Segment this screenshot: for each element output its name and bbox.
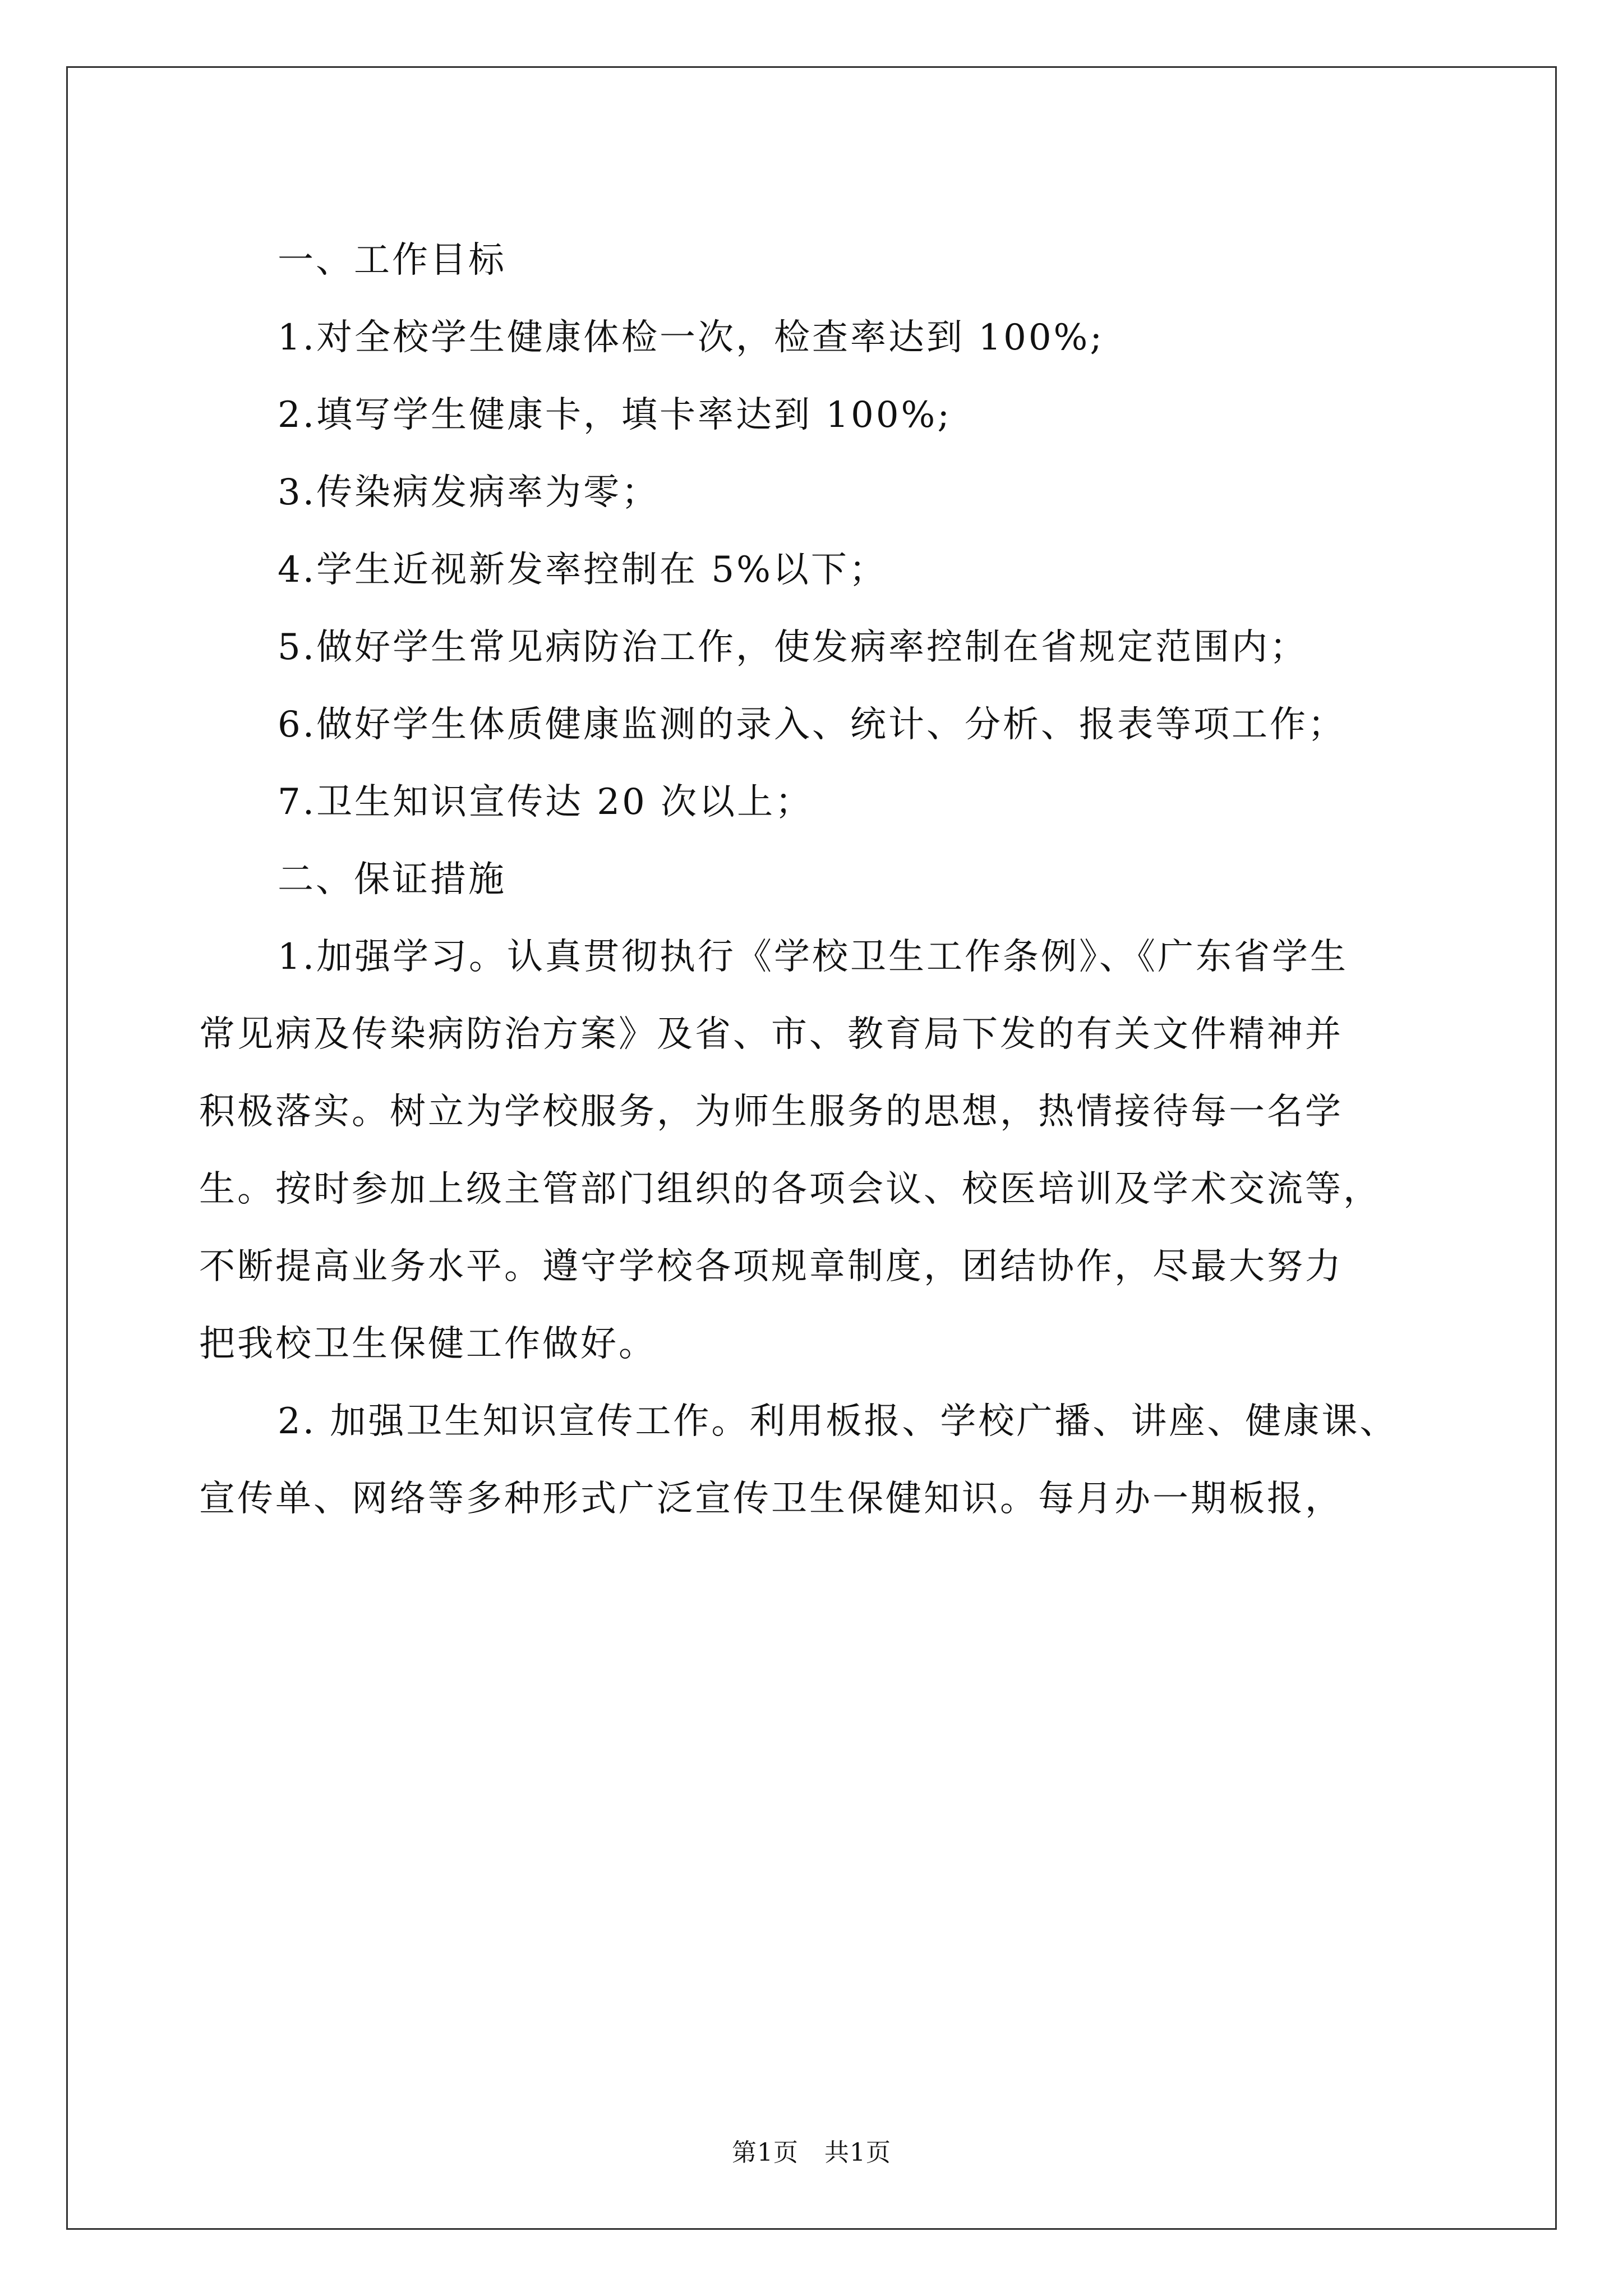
paragraph-line: 积极落实。树立为学校服务，为师生服务的思想，热情接待每一名学 — [199, 1091, 1343, 1133]
paragraph-line: 1.加强学习。认真贯彻执行《学校卫生工作条例》、《广东省学生 — [278, 936, 1349, 978]
document-body — [199, 222, 1461, 1538]
paragraph-line: 生。按时参加上级主管部门组织的各项会议、校医培训及学术交流等， — [199, 1168, 1381, 1210]
paragraph-line: 把我校卫生保健工作做好。 — [199, 1323, 657, 1365]
section-heading: 一、工作目标 — [278, 240, 506, 281]
section-heading: 二、保证措施 — [278, 859, 506, 900]
paragraph-line: 7.卫生知识宣传达 20 次以上； — [278, 781, 814, 823]
paragraph-line: 2. 加强卫生知识宣传工作。利用板报、学校广播、讲座、健康课、 — [278, 1401, 1398, 1442]
page-total: 共1页 — [824, 2138, 891, 2167]
paragraph-line: 3.传染病发病率为零； — [278, 472, 660, 513]
paragraph-line: 不断提高业务水平。遵守学校各项规章制度，团结协作，尽最大努力 — [199, 1246, 1343, 1287]
paragraph-line: 5.做好学生常见病防治工作，使发病率控制在省规定范围内； — [278, 627, 1308, 668]
paragraph-line: 2.填写学生健康卡，填卡率达到 100%; — [278, 394, 952, 436]
paragraph-line: 1.对全校学生健康体检一次，检查率达到 100%; — [278, 317, 1104, 358]
paragraph-line: 4.学生近视新发率控制在 5%以下； — [278, 549, 887, 591]
paragraph-line: 常见病及传染病防治方案》及省、市、教育局下发的有关文件精神并 — [199, 1014, 1343, 1055]
page-number: 第1页 — [732, 2138, 799, 2167]
page-footer — [0, 2136, 1623, 2170]
paragraph-line: 宣传单、网络等多种形式广泛宣传卫生保健知识。每月办一期板报， — [199, 1478, 1343, 1520]
paragraph-line: 6.做好学生体质健康监测的录入、统计、分析、报表等项工作； — [278, 704, 1347, 746]
